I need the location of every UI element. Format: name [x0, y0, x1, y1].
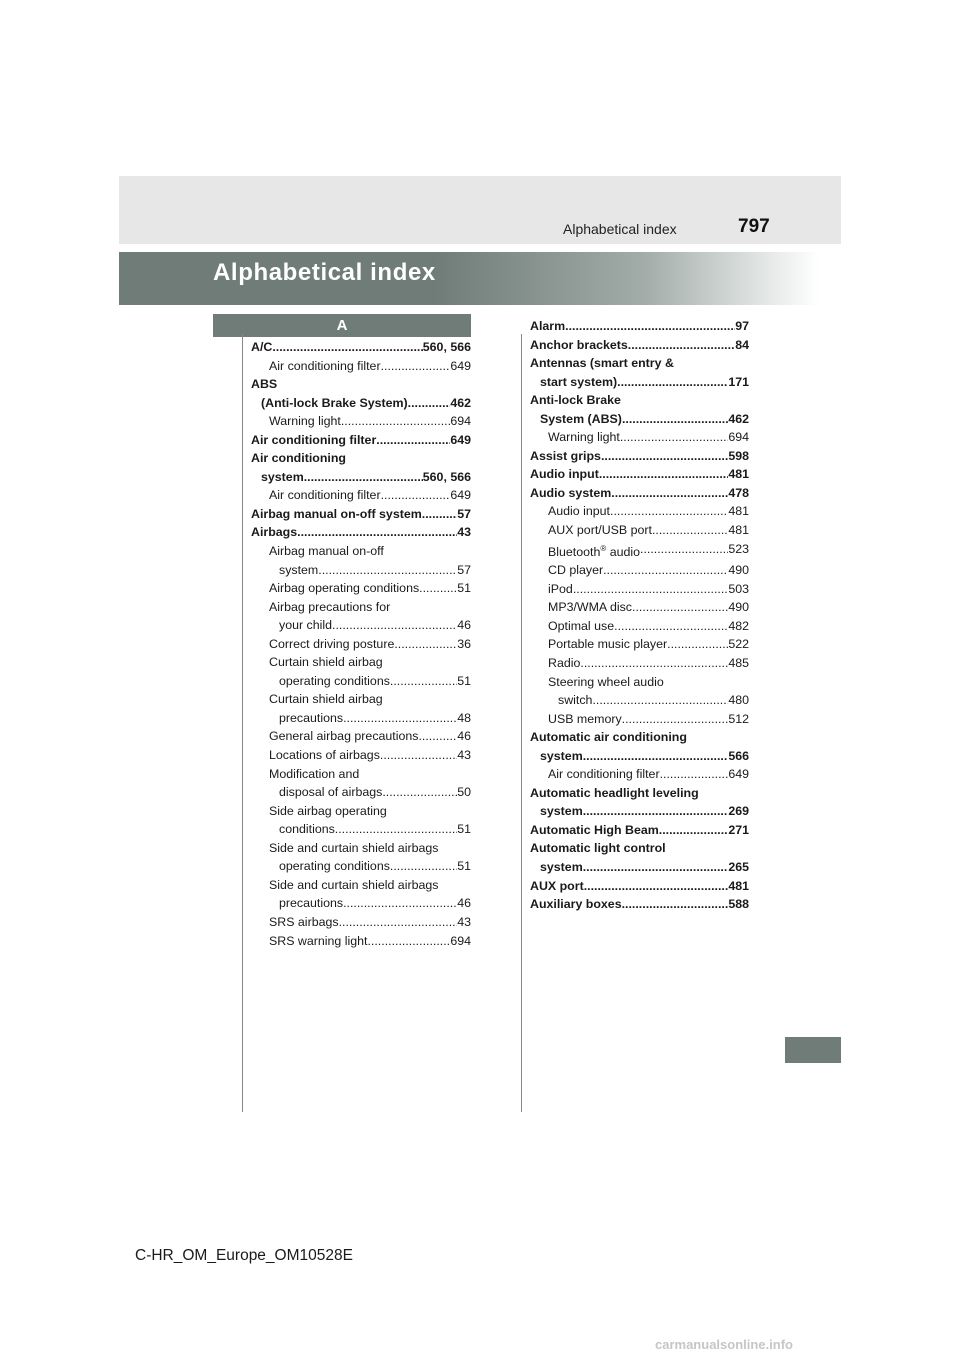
index-entry [251, 635, 471, 654]
dot-leader [390, 672, 457, 691]
column-divider-right [521, 334, 522, 1112]
index-term-text: iPod [548, 581, 573, 596]
dot-leader [620, 428, 728, 447]
document-code: C-HR_OM_Europe_OM10528E [135, 1247, 353, 1264]
index-term [269, 727, 418, 746]
dot-leader [318, 561, 457, 580]
dot-leader [381, 486, 451, 505]
index-term [548, 765, 660, 784]
index-term-suffix: audio [606, 544, 641, 559]
index-page-ref: 588 [728, 897, 749, 912]
index-page-ref: 271 [728, 822, 749, 837]
index-term [261, 394, 408, 413]
index-term-text: Alarm [530, 319, 566, 333]
index-term [548, 580, 573, 599]
index-term [540, 410, 622, 429]
index-entry [530, 540, 749, 562]
index-page-ref: 51 [457, 859, 471, 874]
index-entry [530, 580, 749, 599]
dot-leader [573, 580, 729, 599]
index-term-text: General airbag precautions [269, 729, 419, 744]
dot-leader [335, 820, 457, 839]
dot-leader [343, 894, 457, 913]
index-entry [251, 394, 471, 413]
index-term-text: Airbag manual on-off system [251, 506, 422, 521]
index-heading-line: Curtain shield airbag [269, 655, 383, 670]
index-term-text: system [540, 804, 583, 819]
dot-leader [394, 635, 457, 654]
index-term-text: AUX port/USB port [548, 523, 652, 538]
index-term-text: your child [279, 618, 333, 633]
dot-leader [343, 709, 457, 728]
dot-leader [367, 932, 450, 951]
index-term [530, 895, 622, 914]
index-term [279, 616, 332, 635]
index-entry [251, 486, 471, 505]
index-heading-line: Anti-lock Brake [530, 393, 621, 408]
index-page-ref: 694 [450, 933, 471, 948]
index-page-ref: 523 [728, 541, 749, 556]
index-entry [530, 821, 749, 840]
index-term-text: Airbags [251, 525, 298, 540]
index-term [540, 747, 583, 766]
index-heading-line: Automatic headlight leveling [530, 785, 699, 800]
index-entry [530, 521, 749, 540]
index-page-ref: 97 [735, 319, 749, 333]
index-page-ref: 694 [728, 430, 749, 445]
index-term [251, 523, 297, 542]
index-page-ref: 481 [728, 523, 749, 538]
section-tab [785, 1037, 841, 1063]
dot-leader [667, 635, 728, 654]
index-entry [530, 410, 749, 429]
dot-leader [614, 617, 728, 636]
index-term-text: system [540, 859, 583, 874]
index-heading-line: ABS [251, 377, 278, 392]
index-heading-line: Steering wheel audio [548, 674, 664, 689]
index-heading-line: Automatic light control [530, 841, 666, 856]
index-entry [530, 373, 749, 392]
index-term-text: Warning light [548, 430, 620, 445]
dot-leader [580, 654, 728, 673]
index-term [279, 561, 318, 580]
dot-leader [419, 579, 457, 598]
index-term-text: Audio system [530, 485, 612, 500]
index-page-ref: 560, 566 [422, 340, 471, 354]
index-page-ref: 46 [457, 729, 471, 744]
index-term [269, 486, 381, 505]
index-page-ref: 485 [728, 655, 749, 670]
index-entry [251, 672, 471, 691]
index-page-ref: 649 [728, 767, 749, 782]
index-entry [251, 412, 471, 431]
index-entry [530, 617, 749, 636]
dot-leader [622, 410, 728, 429]
index-term [279, 709, 343, 728]
index-entry [251, 727, 471, 746]
index-heading-line: Modification and [269, 766, 360, 781]
dot-leader [660, 765, 729, 784]
index-term [251, 505, 422, 524]
index-term-text: Air conditioning filter [269, 488, 381, 503]
index-term-text: System (ABS) [540, 411, 622, 426]
index-term [279, 820, 335, 839]
index-term [279, 894, 343, 913]
index-entry [530, 317, 749, 336]
dot-leader [418, 727, 457, 746]
index-entry [251, 820, 471, 839]
index-entry [251, 468, 471, 487]
index-term [530, 877, 584, 896]
dot-leader [659, 821, 729, 840]
index-term-text: disposal of airbags [279, 785, 383, 800]
index-term [269, 357, 381, 376]
index-term [269, 635, 394, 654]
dot-leader [584, 877, 729, 896]
dot-leader [565, 317, 735, 336]
index-term-text: Warning light [269, 414, 341, 429]
dot-leader [332, 616, 457, 635]
dot-leader [422, 505, 457, 524]
index-term [540, 858, 583, 877]
index-page-ref: 481 [728, 878, 749, 893]
index-page-ref: 522 [728, 637, 749, 652]
index-page-ref: 269 [728, 804, 749, 819]
index-heading-line: Airbag manual on-off [269, 544, 384, 559]
index-term-text: start system) [540, 374, 618, 389]
dot-leader [617, 373, 728, 392]
index-page-ref: 265 [728, 859, 749, 874]
index-term-text: Portable music player [548, 637, 668, 652]
index-term-text: Bluetooth [548, 544, 601, 559]
dot-leader [408, 394, 451, 413]
index-entry [530, 447, 749, 466]
index-term-text: Audio input [530, 467, 599, 482]
index-heading-line: Automatic air conditioning [530, 730, 687, 745]
index-entry [530, 635, 749, 654]
index-term [269, 746, 380, 765]
index-term-text: AUX port [530, 878, 584, 893]
index-page-ref: 57 [457, 562, 471, 577]
dot-leader [622, 710, 729, 729]
index-page-ref: 84 [735, 337, 749, 352]
index-entry [530, 710, 749, 729]
index-term [548, 617, 614, 636]
index-page-ref: 46 [457, 896, 471, 911]
index-term-text: (Anti-lock Brake System) [261, 395, 408, 410]
dot-leader [640, 540, 728, 562]
index-term-text: Air conditioning filter [269, 358, 381, 373]
index-term-text: Assist grips [530, 448, 601, 463]
index-page-ref: 649 [450, 488, 471, 503]
index-term [540, 373, 617, 392]
index-entry [251, 894, 471, 913]
index-term [269, 932, 367, 951]
index-term [251, 431, 376, 450]
dot-leader [272, 338, 422, 357]
watermark: carmanualsonline.info [655, 1337, 793, 1352]
index-page-ref: 43 [457, 748, 471, 763]
index-term-text: Air conditioning filter [251, 432, 377, 447]
header-band [119, 176, 841, 244]
index-entry [251, 579, 471, 598]
index-term-text: A/C [251, 340, 273, 354]
index-term-text: Optimal use [548, 618, 615, 633]
index-heading-line: Side and curtain shield airbags [269, 840, 439, 855]
index-term [548, 540, 640, 562]
index-heading-line: Curtain shield airbag [269, 692, 383, 707]
index-heading-line: Antennas (smart entry & [530, 356, 674, 371]
dot-leader [601, 447, 728, 466]
index-term [548, 635, 667, 654]
index-entry [530, 802, 749, 821]
index-page-ref: 43 [457, 525, 471, 540]
index-page-ref: 51 [457, 822, 471, 837]
index-term [530, 484, 611, 503]
index-page-ref: 462 [450, 395, 471, 410]
page-title: Alphabetical index [213, 259, 436, 286]
dot-leader [622, 895, 729, 914]
index-term [530, 821, 659, 840]
index-entry [530, 428, 749, 447]
index-entry [530, 765, 749, 784]
dot-leader [339, 913, 458, 932]
index-page-ref: 51 [457, 673, 471, 688]
index-term [279, 672, 390, 691]
index-page-ref: 512 [728, 711, 749, 726]
dot-leader [382, 783, 457, 802]
index-term-text: system [279, 562, 319, 577]
index-page-ref: 171 [728, 374, 749, 389]
index-entry [530, 465, 749, 484]
index-entry [251, 913, 471, 932]
index-term-text: conditions [279, 822, 335, 837]
index-term [251, 338, 272, 357]
dot-leader [652, 521, 728, 540]
index-term [279, 783, 382, 802]
dot-leader [376, 431, 450, 450]
dot-leader [390, 857, 457, 876]
index-term-text: SRS airbags [269, 914, 339, 929]
index-term-text: Automatic High Beam [530, 822, 659, 837]
page-number: 797 [738, 216, 770, 237]
index-page-ref: 36 [457, 636, 471, 651]
index-entry [530, 484, 749, 503]
index-heading-line: Side and curtain shield airbags [269, 877, 439, 892]
index-page-ref: 598 [728, 448, 749, 463]
index-term-text: SRS warning light [269, 933, 368, 948]
index-term [548, 598, 632, 617]
index-term [269, 412, 341, 431]
index-page-ref: 481 [728, 467, 749, 482]
index-term-text: switch [558, 693, 593, 708]
index-entry [251, 857, 471, 876]
dot-leader [592, 691, 728, 710]
index-entry [530, 336, 749, 355]
index-page-ref: 480 [728, 693, 749, 708]
index-entry [251, 709, 471, 728]
index-term [548, 502, 610, 521]
index-page-ref: 560, 566 [422, 469, 471, 484]
index-page-ref: 490 [728, 563, 749, 578]
registered-mark: ® [600, 543, 607, 553]
index-page-ref: 490 [728, 600, 749, 615]
header-section-title: Alphabetical index [563, 221, 677, 237]
index-entry [251, 338, 471, 357]
index-entry [251, 783, 471, 802]
index-page-ref: 566 [728, 748, 749, 763]
index-term-text: operating conditions [279, 859, 390, 874]
index-term-text: system [261, 469, 304, 484]
index-entry [530, 654, 749, 673]
index-page-ref: 649 [450, 432, 471, 447]
index-page-ref: 50 [457, 785, 471, 800]
index-term-text: USB memory [548, 711, 622, 726]
dot-leader [611, 484, 728, 503]
index-page-ref: 694 [450, 414, 471, 429]
index-entry [251, 431, 471, 450]
index-term-text: operating conditions [279, 673, 390, 688]
index-term [530, 317, 565, 336]
index-page-ref: 649 [450, 358, 471, 373]
index-term-text: CD player [548, 563, 604, 578]
dot-leader [628, 336, 735, 355]
index-page-ref: 503 [728, 581, 749, 596]
index-heading-line: Air conditioning [251, 451, 346, 466]
index-term-text: system [540, 748, 583, 763]
index-term [279, 857, 390, 876]
index-entry [251, 932, 471, 951]
index-term [269, 913, 339, 932]
index-entry [530, 598, 749, 617]
letter-header: A [213, 314, 471, 337]
index-page-ref: 46 [457, 618, 471, 633]
index-term [548, 428, 620, 447]
index-entry [530, 877, 749, 896]
index-page-ref: 48 [457, 710, 471, 725]
index-term [558, 691, 592, 710]
index-entry [251, 561, 471, 580]
index-page-ref: 43 [457, 914, 471, 929]
dot-leader [583, 858, 729, 877]
index-term-text: Radio [548, 655, 581, 670]
index-term-text: precautions [279, 896, 344, 911]
index-entry [530, 561, 749, 580]
index-entry [530, 691, 749, 710]
index-page-ref: 482 [728, 618, 749, 633]
index-term-text: Airbag operating conditions [269, 581, 420, 596]
dot-leader [583, 747, 729, 766]
dot-leader [304, 468, 423, 487]
dot-leader [603, 561, 728, 580]
index-entry [530, 747, 749, 766]
dot-leader [297, 523, 457, 542]
index-heading-line: Airbag precautions for [269, 599, 391, 614]
index-term-text: precautions [279, 710, 344, 725]
dot-leader [599, 465, 728, 484]
dot-leader [380, 746, 457, 765]
dot-leader [632, 598, 728, 617]
index-entry [251, 616, 471, 635]
dot-leader [610, 502, 728, 521]
index-term [548, 521, 652, 540]
index-term [548, 561, 603, 580]
index-page-ref: 478 [728, 485, 749, 500]
index-page-ref: 57 [457, 506, 471, 521]
index-entry [251, 746, 471, 765]
index-column-right [530, 317, 749, 914]
index-page-ref: 481 [728, 504, 749, 519]
index-term-text: Locations of airbags [269, 748, 380, 763]
index-term [269, 579, 419, 598]
index-page-ref: 51 [457, 581, 471, 596]
dot-leader [583, 802, 729, 821]
index-entry [530, 895, 749, 914]
index-term [548, 710, 622, 729]
column-divider-left [242, 334, 243, 1112]
index-term [548, 654, 580, 673]
dot-leader [341, 412, 450, 431]
dot-leader [381, 357, 451, 376]
index-page-ref: 462 [728, 411, 749, 426]
index-entry [530, 858, 749, 877]
index-term-text: Anchor brackets [530, 337, 628, 352]
index-term [530, 336, 628, 355]
index-term [530, 465, 599, 484]
index-term [540, 802, 583, 821]
index-term-text: Auxiliary boxes [530, 897, 622, 912]
index-entry [530, 502, 749, 521]
index-term-text: MP3/WMA disc [548, 600, 632, 615]
index-term [530, 447, 601, 466]
index-column-left [251, 338, 471, 950]
index-term-text: Air conditioning filter [548, 767, 660, 782]
index-heading-line: Side airbag operating [269, 803, 387, 818]
index-entry [251, 505, 471, 524]
index-entry [251, 357, 471, 376]
index-entry [251, 523, 471, 542]
index-term [261, 468, 304, 487]
index-term-text: Correct driving posture [269, 636, 395, 651]
index-term-text: Audio input [548, 504, 611, 519]
